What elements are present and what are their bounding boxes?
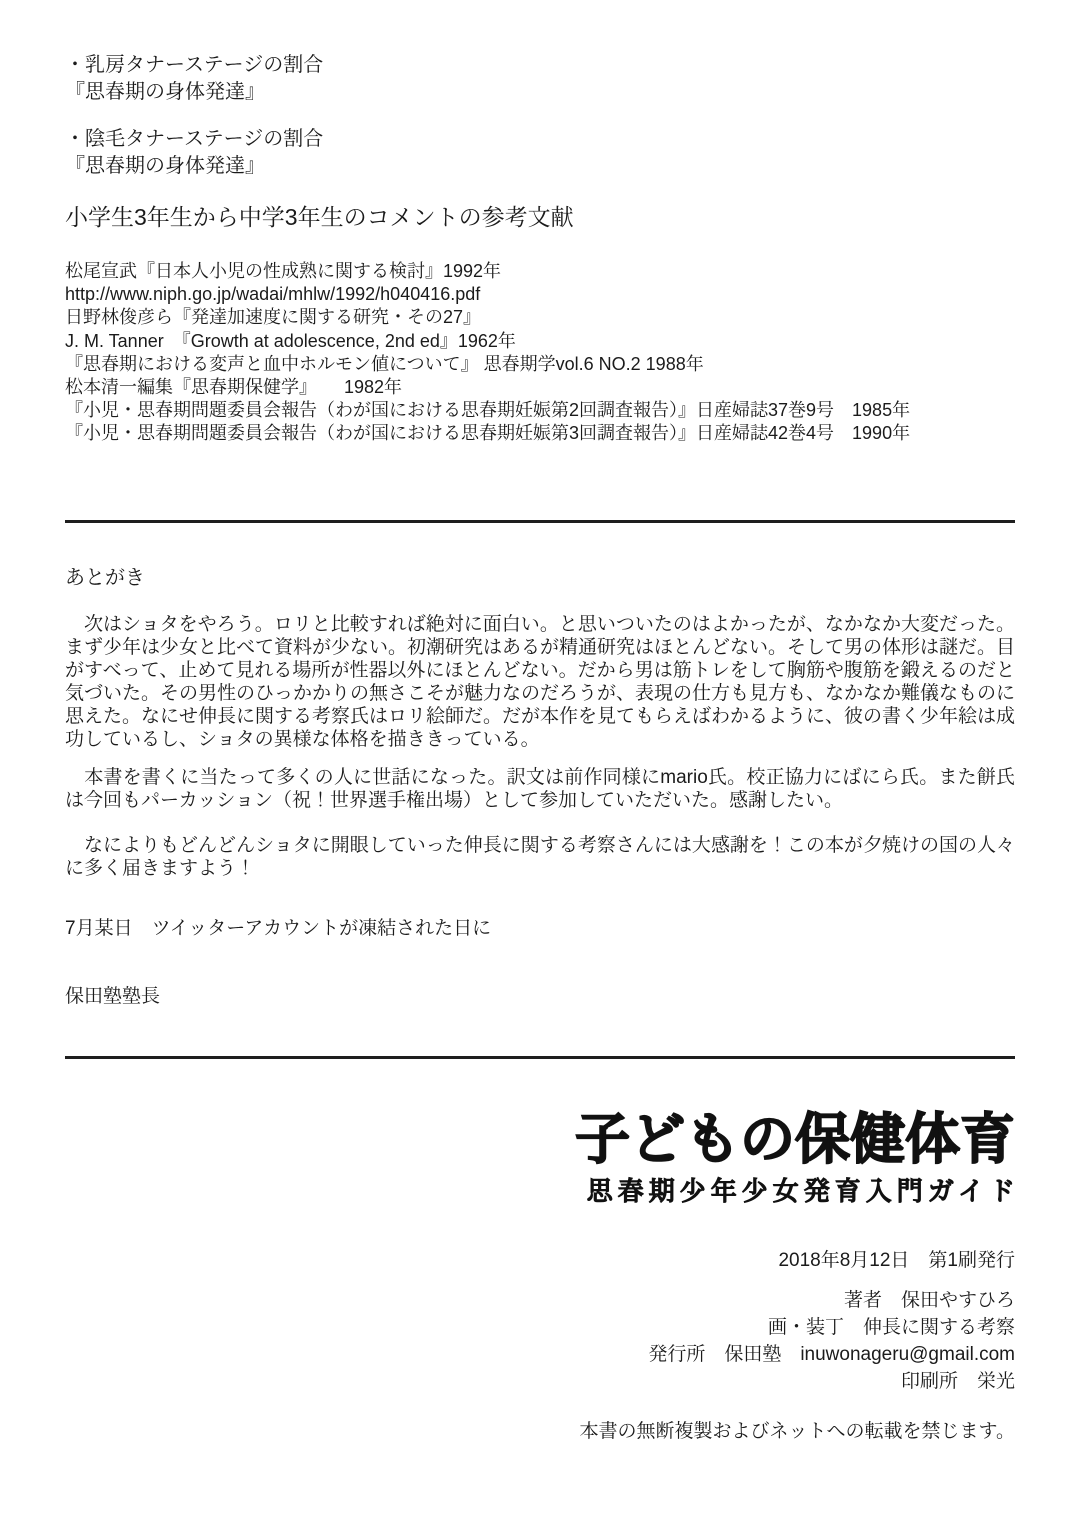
reference-item: 日野林俊彦ら『発達加速度に関する研究・その27』 (65, 307, 482, 328)
reference-bullet: ・陰毛タナーステージの割合 (65, 128, 324, 150)
reference-item: 『小児・思春期問題委員会報告（わが国における思春期妊娠第3回調査報告）』日産婦誌42巻4号 1990年 (65, 423, 911, 444)
book-subtitle: 思春期少年少女発育入門ガイド (586, 1175, 1020, 1206)
afterword-date-line: 7月某日 ツイッターアカウントが凍結された日に (65, 917, 492, 939)
afterword-paragraph: 本書を書くに当たって多くの人に世話になった。訳文は前作同様にmario氏。校正協力にばにら氏。また餅氏は今回もパーカッション（祝！世界選手権出場）として参加していただいた。感謝したい。 (65, 766, 1015, 811)
reference-item: J. M. Tanner 『Growth at adolescence, 2nd ed』1962年 (65, 330, 516, 351)
section-divider (65, 1056, 1015, 1059)
reference-group (65, 126, 1015, 180)
section-divider (65, 520, 1015, 523)
credit-illustrator: 画・装丁 伸長に関する考察 (767, 1316, 1015, 1338)
credit-author: 著者 保田やすひろ (843, 1289, 1015, 1311)
colophon-section (65, 1107, 1020, 1445)
reference-source: 『思春期の身体発達』 (65, 81, 265, 103)
figure-source-references (65, 52, 1015, 180)
credits-block (65, 1287, 1015, 1395)
reference-item: 松本清一編集『思春期保健学』 1982年 (65, 377, 403, 398)
afterword-section (65, 565, 1015, 1010)
comment-references-heading: 小学生3年生から中学3年生のコメントの参考文献 (65, 204, 574, 230)
reference-item-url: http://www.niph.go.jp/wadai/mhlw/1992/h040416.pdf (65, 284, 481, 305)
reference-item: 松尾宣武『日本人小児の性成熟に関する検討』1992年 (65, 261, 502, 281)
credit-printer: 印刷所 栄光 (900, 1370, 1015, 1392)
afterword-heading: あとがき (65, 566, 145, 589)
book-title: 子どもの保健体育 (574, 1107, 1015, 1170)
credit-publisher: 発行所 保田塾 inuwonageru@gmail.com (648, 1343, 1015, 1365)
afterword-paragraph: なによりもどんどんショタに開眼していった伸長に関する考察さんには大感謝を！この本が夕焼けの国の人々に多く届きますよう！ (65, 834, 1015, 879)
copyright-notice: 本書の無断複製およびネットへの転載を禁じます。 (579, 1420, 1015, 1442)
author-signature: 保田塾塾長 (65, 985, 161, 1007)
afterword-paragraph: 次はショタをやろう。ロリと比較すれば絶対に面白い。と思いついたのはよかったが、なかなか大変だった。まず少年は少女と比べて資料が少ない。初潮研究はあるが精通研究はほとんどない。そして男の体形は謎だ。目がすべって、止めて見れる場所が性器以外にほとんどない。だから男は筋トレをして胸筋や腹筋を鍛えるのだと気づいた。その男性のひっかかりの無さこそが魅力なのだろうが、表現の仕方も見方も、なかなか難儀なものに思えた。なにせ伸長に関する考察氏はロリ絵師だ。だが本作を見てもらえばわかるように、彼の書く少年絵は成功しているし、ショタの異様な体格を描ききっている。 (65, 613, 1016, 750)
reference-item: 『小児・思春期問題委員会報告（わが国における思春期妊娠第2回調査報告）』日産婦誌37巻9号 1985年 (65, 400, 911, 421)
reference-item: 『思春期における変声と血中ホルモン値について』 思春期学vol.6 NO.2 1988年 (65, 353, 704, 374)
reference-bullet: ・乳房タナーステージの割合 (65, 54, 324, 76)
reference-list (65, 260, 1015, 446)
reference-group (65, 52, 1015, 106)
reference-source: 『思春期の身体発達』 (65, 155, 265, 177)
print-date: 2018年8月12日 第1刷発行 (778, 1249, 1015, 1271)
